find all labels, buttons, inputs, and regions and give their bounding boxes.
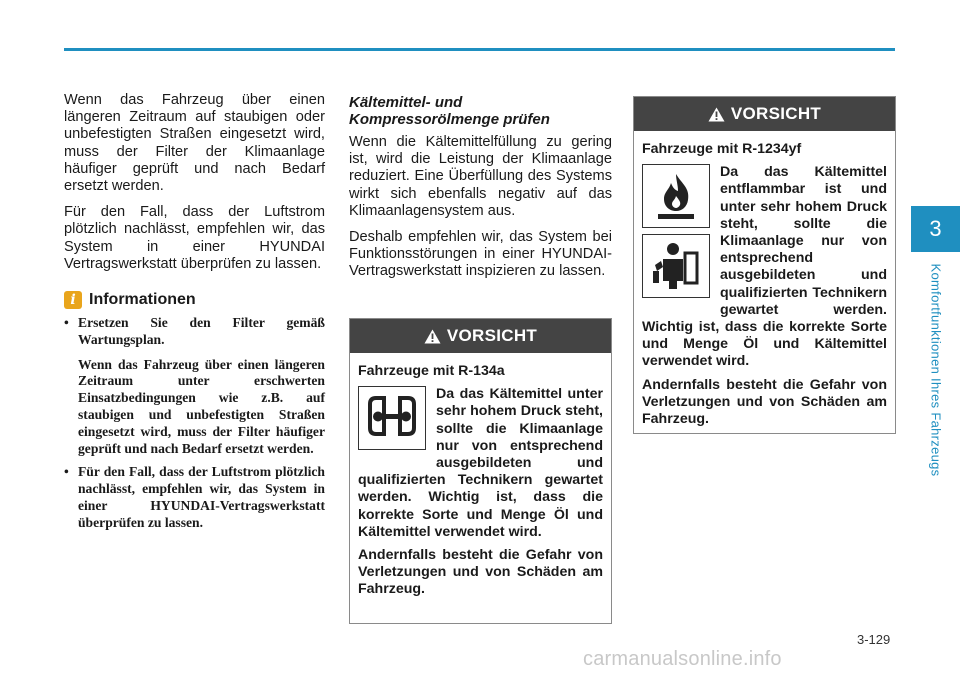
flammable-icon [654, 170, 698, 222]
warning-triangle-icon [424, 329, 441, 344]
service-manual-icon [364, 394, 420, 442]
paragraph: Deshalb empfehlen wir, das System bei Funktionsstörungen in einer HYUNDAI-Vertragswerkstatt inspizieren zu lassen. [349, 229, 612, 280]
top-rule [64, 48, 895, 51]
paragraph: Wenn die Kältemittelfüllung zu gering ist, wird die Leistung der Klimaanlage reduziert. Eine Überfüllung des Systems wirkt sich ebenfalls negativ auf das Klimaanlagensystem aus. [349, 134, 612, 219]
caution-header [634, 97, 895, 131]
watermark: carmanualsonline.info [583, 648, 782, 670]
caution-text: Andernfalls besteht die Gefahr von Verletzungen und von Schäden am Fahrzeug. [642, 376, 887, 428]
caution-text: Da das Kältemittel unter sehr hohem Druck steht, sollte die Klimaanlage nur von entsprechend ausgebildeten und qualifizierten Technikern gewartet werden. Wichtig ist, dass die korrekte Sorte und Menge Öl und Kältemittel verwendet wird. [358, 386, 603, 540]
section-title: Kältemittel- und Kompressorölmenge prüfen [349, 94, 550, 128]
caution-text: Da das Kältemittel entflammbar ist und unter sehr hohem Druck steht, sollte die Klimaanlage nur von entsprechend ausgebildeten und qualifizierten Technikern gewartet werden. Wichtig ist, dass die korrekte Sorte und Menge Öl und Kältemittel verwendet wird. [642, 164, 887, 370]
caution-label: VORSICHT [446, 326, 538, 346]
bullet-icon: • [64, 464, 69, 480]
info-bullet-list [64, 315, 325, 532]
bullet-text: Ersetzen Sie den Filter gemäß Wartungsplan. [78, 315, 325, 347]
bullet-text: Für den Fall, dass der Luftstrom plötzlich nachlässt, empfehlen wir, das System in einer HYUNDAI-Vertragswerkstatt überprüfen zu lassen. [78, 464, 325, 530]
column-middle [349, 94, 612, 290]
caution-header [350, 319, 611, 353]
paragraph: Wenn das Fahrzeug über einen längeren Zeitraum auf staubigen oder unbefestigten Straßen eingesetzt wird, muss der Filter der Klimaanlage häufiger geprüft und nach Bedarf ersetzt werden. [64, 92, 325, 195]
chapter-number-tab: 3 [911, 206, 960, 252]
info-title: Informationen [89, 291, 196, 309]
bullet-icon: • [64, 315, 69, 331]
flammable-icon-box [642, 164, 710, 228]
list-item [64, 464, 325, 531]
page-number: 3-129 [857, 632, 891, 647]
info-header [64, 291, 325, 309]
chapter-title: Komfortfunktionen Ihres Fahrzeugs [928, 263, 944, 477]
service-manual-icon-box [358, 386, 426, 450]
bullet-subtext: Wenn das Fahrzeug über einen längeren Zeitraum unter erschwerten Einsatzbedingungen wie z.B. auf staubigen und unbefestigten Straßen eingesetzt wird, muss der Filter häufiger geprüft und nach Bedarf ersetzt werden. [78, 356, 325, 456]
paragraph: Für den Fall, dass der Luftstrom plötzlich nachlässt, empfehlen wir, das System in einer HYUNDAI Vertragswerkstatt überprüfen zu lassen. [64, 204, 325, 272]
info-icon: i [64, 291, 82, 309]
caution-box-r1234yf [633, 96, 896, 434]
caution-text: Andernfalls besteht die Gefahr von Verletzungen und von Schäden am Fahrzeug. [358, 547, 603, 598]
caution-subhead: Fahrzeuge mit R-1234yf [642, 141, 802, 157]
warning-triangle-icon [708, 107, 725, 122]
caution-label: VORSICHT [730, 104, 822, 124]
caution-subhead: Fahrzeuge mit R-134a [358, 363, 505, 379]
column-left [64, 92, 325, 539]
list-item [64, 315, 325, 457]
technician-icon-box [642, 234, 710, 298]
technician-icon [651, 241, 701, 291]
caution-body [350, 353, 611, 613]
caution-box-r134a [349, 318, 612, 624]
caution-body [634, 131, 895, 442]
